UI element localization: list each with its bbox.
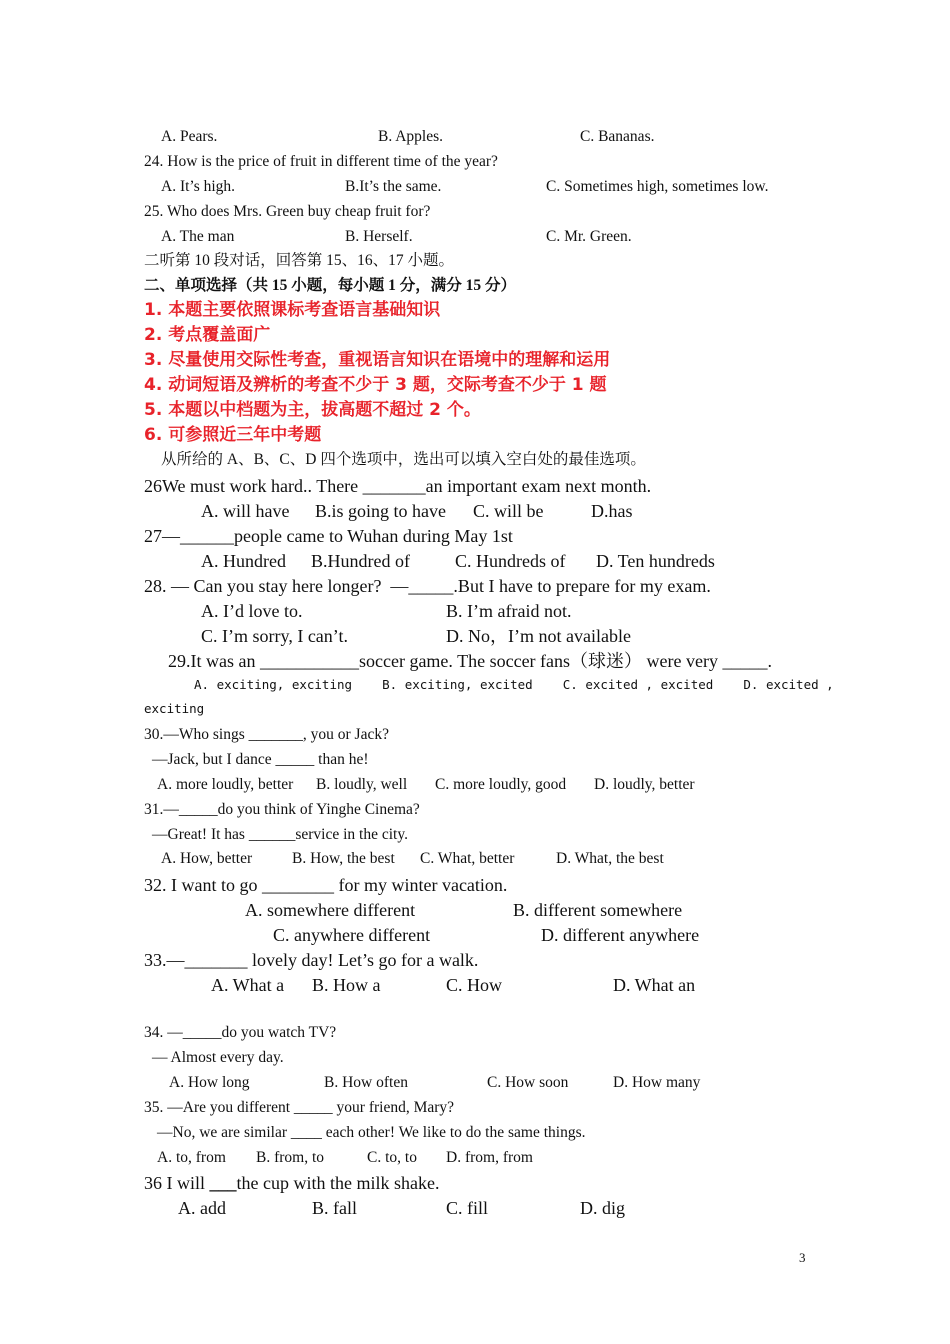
q32-option-d: D. different anywhere: [541, 925, 700, 945]
q24-stem: 24. How is the price of fruit in different time of the year?: [144, 153, 498, 170]
q30-reply: —Jack, but I dance _____ than he!: [152, 751, 369, 768]
q27-option-c: C. Hundreds of: [455, 551, 566, 571]
q25-option-c: C. Mr. Green.: [546, 228, 632, 245]
q31-option-c: C. What, better: [420, 850, 515, 867]
q36-option-b: B. fall: [312, 1198, 357, 1218]
page-number: 3: [799, 1250, 806, 1265]
q28-option-b: B. I’m afraid not.: [446, 601, 572, 621]
q29-stem: 29.It was an ___________soccer game. The soccer fans（球迷） were very _____.: [168, 651, 772, 671]
q36-stem-blank: ___: [209, 1173, 237, 1193]
red-note: 5. 本题以中档题为主，拔高题不超过 2 个。: [144, 400, 481, 420]
q23-option-a: A. Pears.: [161, 128, 218, 145]
q32-option-c: C. anywhere different: [273, 925, 431, 945]
q31-option-a: A. How, better: [161, 850, 253, 867]
section2-heading: 二、单项选择（共 15 小题，每小题 1 分，满分 15 分）: [144, 277, 517, 294]
q28-option-d: D. No，I’m not available: [446, 626, 631, 646]
red-note: 4. 动词短语及辨析的考查不少于 3 题，交际考查不少于 1 题: [144, 375, 607, 395]
q26-option-d: D.has: [591, 501, 633, 521]
q30-option-c: C. more loudly, good: [435, 776, 567, 793]
q26-option-c: C. will be: [473, 501, 544, 521]
q25-option-b: B. Herself.: [345, 228, 413, 245]
q32-stem: 32. I want to go ________ for my winter vacation.: [144, 875, 508, 895]
q30-option-d: D. loudly, better: [594, 776, 695, 793]
q26-stem: 26We must work hard.. There _______an important exam next month.: [144, 476, 652, 496]
q25-option-a: A. The man: [161, 228, 235, 245]
q28-option-a: A. I’d love to.: [201, 601, 303, 621]
red-note: 1. 本题主要依照课标考查语言基础知识: [144, 300, 441, 320]
q24-option-b: B.It’s the same.: [345, 178, 442, 195]
red-note: 6. 可参照近三年中考题: [144, 425, 322, 445]
q36-stem-suffix: the cup with the milk shake.: [236, 1173, 440, 1193]
q27-stem: 27—______people came to Wuhan during May 1st: [144, 526, 513, 546]
q35-option-c: C. to, to: [367, 1149, 417, 1166]
q33-option-a: A. What a: [211, 975, 285, 995]
q29-options-wrap: exciting: [144, 701, 205, 716]
q25-stem: 25. Who does Mrs. Green buy cheap fruit for?: [144, 203, 431, 220]
q35-option-b: B. from, to: [256, 1149, 325, 1166]
q34-stem: 34. —_____do you watch TV?: [144, 1024, 337, 1041]
q36-option-d: D. dig: [580, 1198, 625, 1218]
q26-option-b: B.is going to have: [315, 501, 446, 521]
q35-option-d: D. from, from: [446, 1149, 533, 1166]
q23-option-b: B. Apples.: [378, 128, 444, 145]
section2-instruction: 从所给的 A、B、C、D 四个选项中，选出可以填入空白处的最佳选项。: [161, 451, 646, 468]
q28-option-c: C. I’m sorry, I can’t.: [201, 626, 348, 646]
q26-option-a: A. will have: [201, 501, 290, 521]
q36-stem-prefix: 36 I will: [144, 1173, 210, 1193]
q27-option-d: D. Ten hundreds: [596, 551, 715, 571]
q27-option-b: B.Hundred of: [311, 551, 410, 571]
q34-option-a: A. How long: [169, 1074, 250, 1091]
q34-option-b: B. How often: [324, 1074, 408, 1091]
q34-option-d: D. How many: [613, 1074, 701, 1091]
q32-option-a: A. somewhere different: [245, 900, 416, 920]
q35-option-a: A. to, from: [157, 1149, 226, 1166]
red-note: 2. 考点覆盖面广: [144, 325, 271, 345]
q34-reply: — Almost every day.: [152, 1049, 284, 1066]
q24-option-a: A. It’s high.: [161, 178, 236, 195]
q23-option-c: C. Bananas.: [580, 128, 655, 145]
q36-option-a: A. add: [178, 1198, 226, 1218]
q33-option-d: D. What an: [613, 975, 696, 995]
q27-option-a: A. Hundred: [201, 551, 286, 571]
q30-stem: 30.—Who sings _______, you or Jack?: [144, 726, 389, 743]
q31-stem: 31.—_____do you think of Yinghe Cinema?: [144, 801, 420, 818]
q33-stem: 33.—_______ lovely day! Let’s go for a walk.: [144, 950, 479, 970]
q34-option-c: C. How soon: [487, 1074, 569, 1091]
q29-options: A. exciting, exciting B. exciting, excited C. excited , excited D. excited ,: [194, 677, 834, 692]
q30-option-a: A. more loudly, better: [157, 776, 294, 793]
q30-option-b: B. loudly, well: [316, 776, 408, 793]
q31-reply: —Great! It has ______service in the city.: [152, 826, 408, 843]
q36-stem: [144, 1174, 439, 1192]
q35-stem: 35. —Are you different _____ your friend, Mary?: [144, 1099, 455, 1116]
listen-instruction: 二听第 10 段对话，回答第 15、16、17 小题。: [144, 252, 455, 269]
q31-option-b: B. How, the best: [292, 850, 395, 867]
q28-stem: 28. — Can you stay here longer? —_____.But I have to prepare for my exam.: [144, 576, 711, 596]
q33-option-c: C. How: [446, 975, 503, 995]
q36-option-c: C. fill: [446, 1198, 489, 1218]
q24-option-c: C. Sometimes high, sometimes low.: [546, 178, 769, 195]
q31-option-d: D. What, the best: [556, 850, 664, 867]
q33-option-b: B. How a: [312, 975, 381, 995]
red-note: 3. 尽量使用交际性考查，重视语言知识在语境中的理解和运用: [144, 350, 611, 370]
q32-option-b: B. different somewhere: [513, 900, 683, 920]
q35-reply: —No, we are similar ____ each other! We like to do the same things.: [157, 1124, 586, 1141]
